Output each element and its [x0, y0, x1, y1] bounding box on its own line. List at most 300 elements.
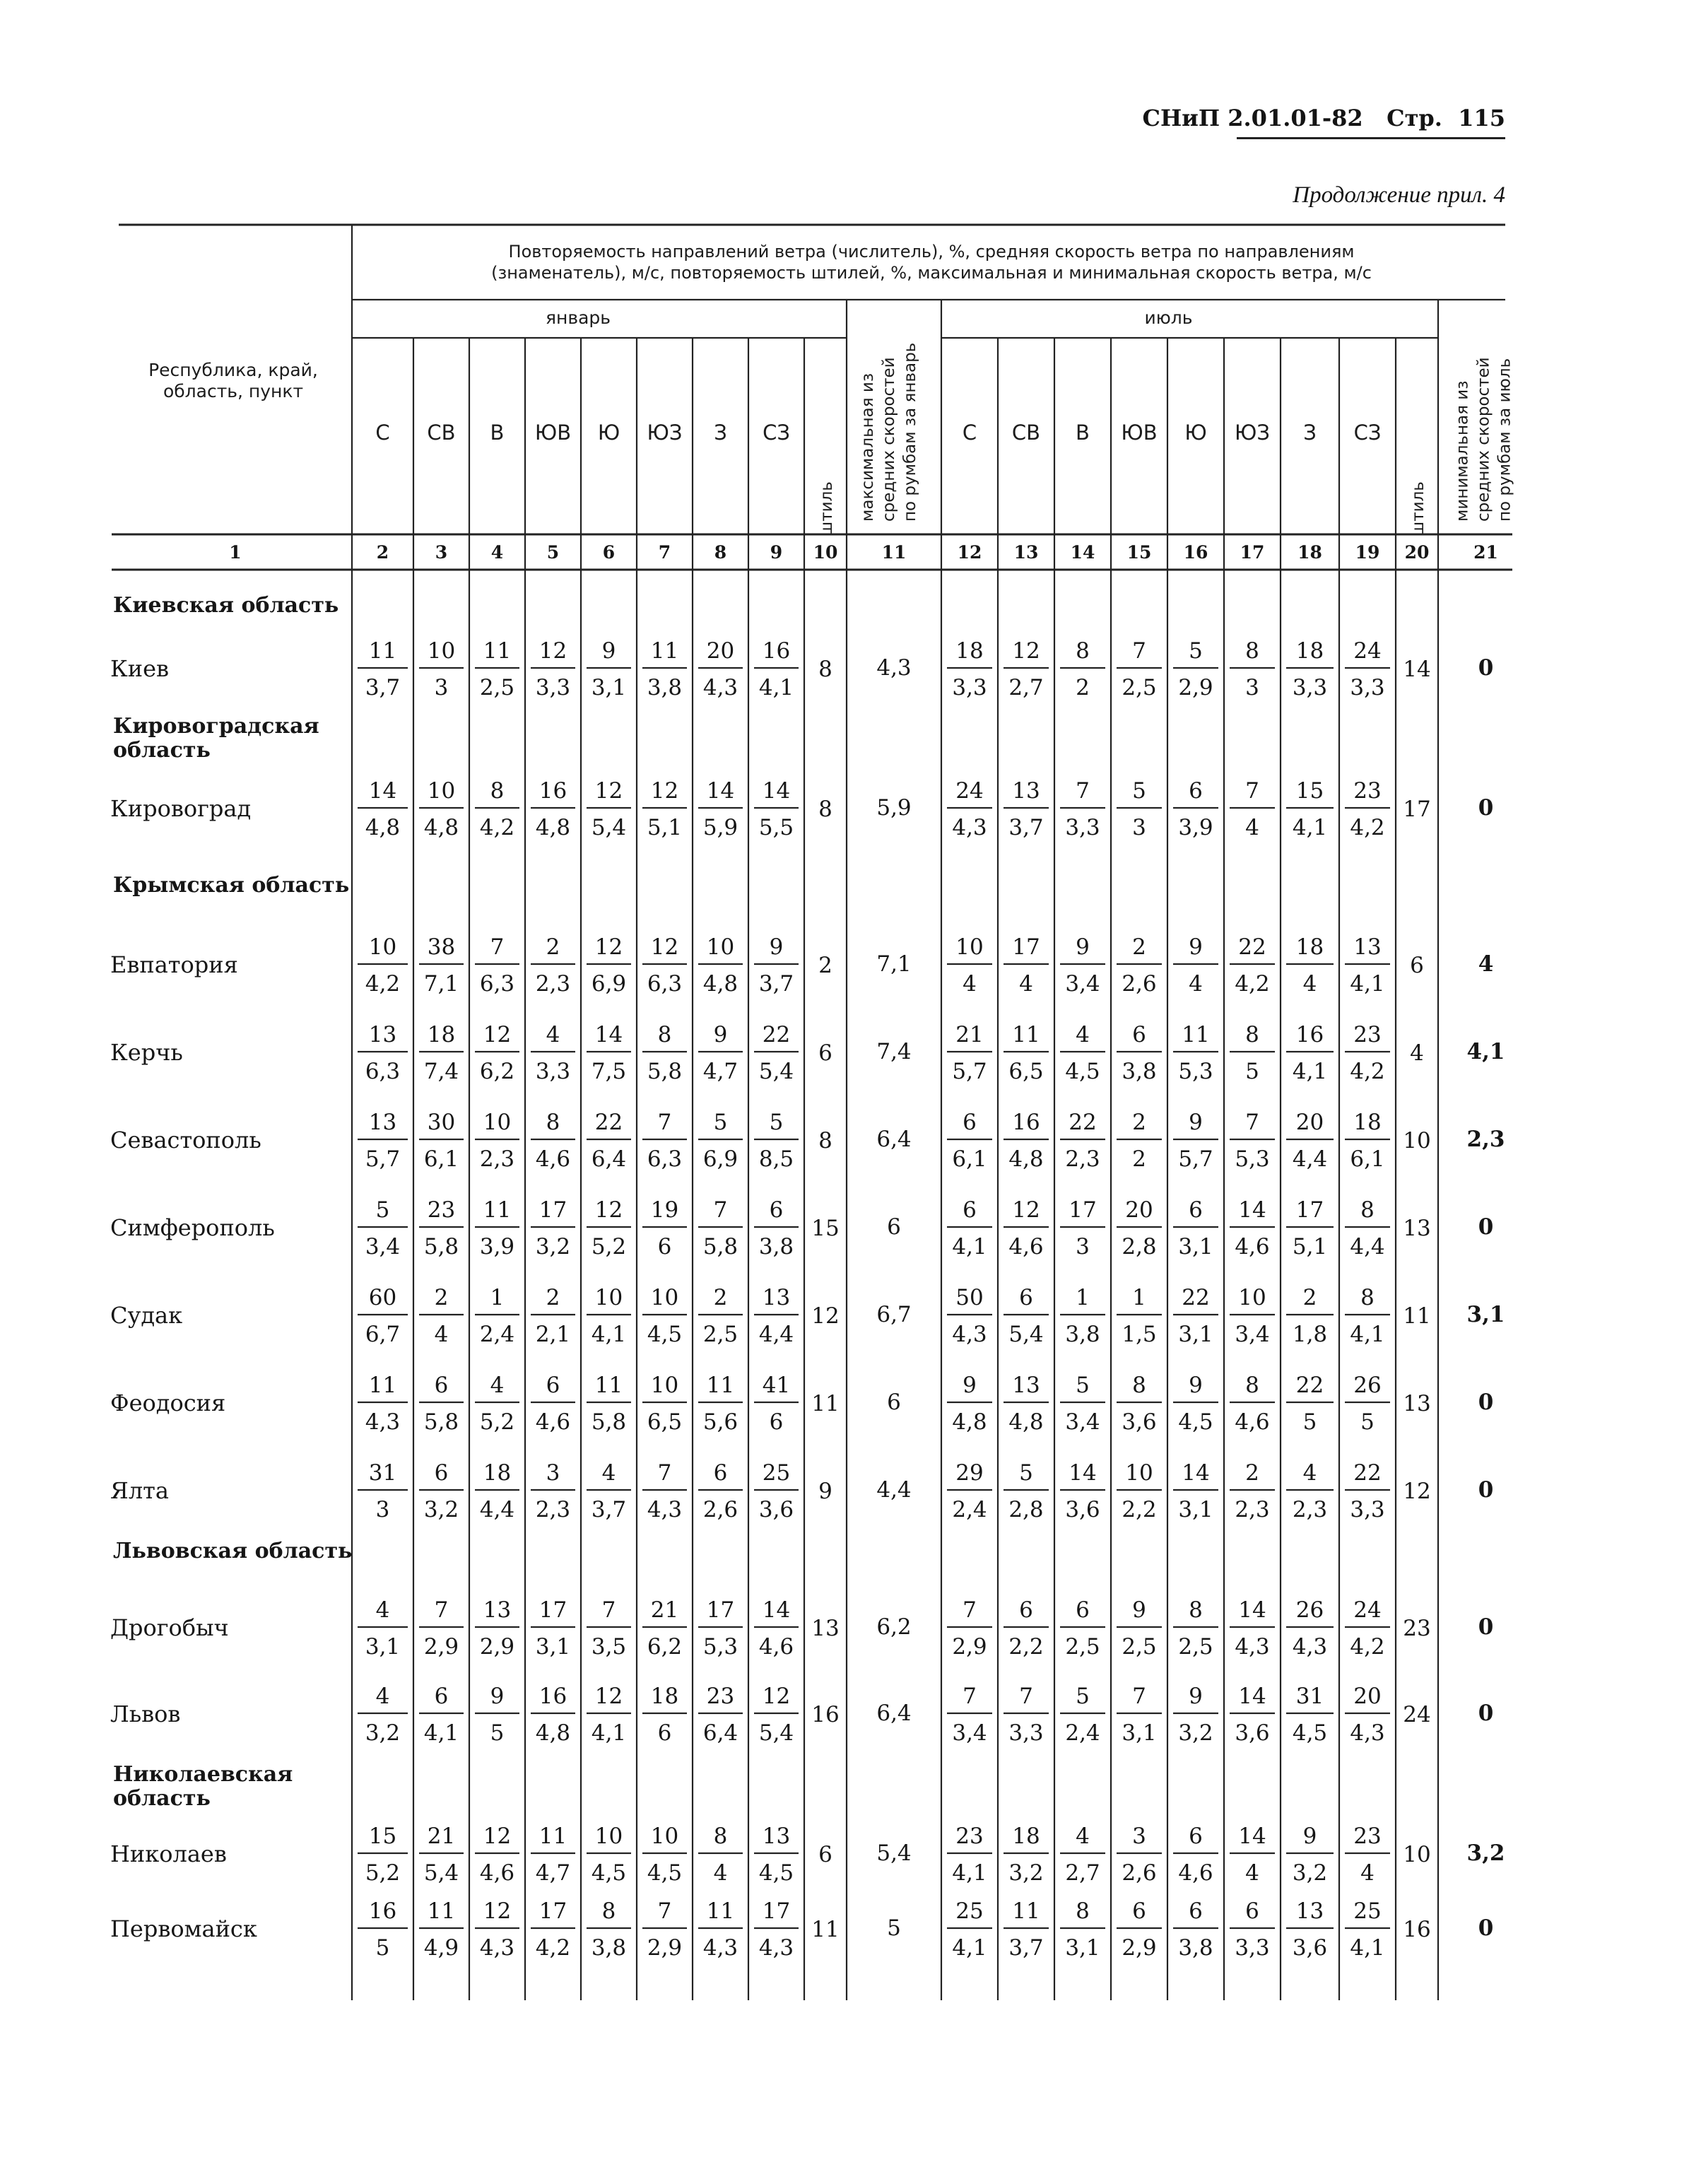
continuation-note: Продолжение прил. 4: [1293, 182, 1505, 208]
jan-frequency: 17: [539, 1597, 567, 1623]
jan-calm-value: 16: [811, 1702, 840, 1727]
jan-frequency: 14: [594, 1022, 623, 1047]
jan-speed: 2,9: [423, 1634, 459, 1660]
jul-wind-cell: [1286, 1684, 1334, 1746]
jan-speed: 3,5: [591, 1634, 627, 1660]
jan-direction-label: В: [490, 421, 505, 445]
jul-frequency: 18: [1012, 1824, 1040, 1849]
jan-speed: 5,4: [423, 1860, 459, 1886]
jul-frequency: 6: [1189, 1824, 1203, 1849]
jul-wind-cell: [947, 1373, 992, 1435]
jul-speed: 4,1: [1350, 1935, 1385, 1961]
jan-frequency: 7: [713, 1197, 728, 1223]
jul-frequency: 9: [963, 1373, 977, 1398]
jul-frequency: 14: [1238, 1684, 1266, 1709]
jul-speed: 4: [1245, 1860, 1259, 1886]
jan-frequency: 4: [490, 1373, 505, 1398]
jan-frequency: 12: [594, 1197, 623, 1223]
jul-speed: 2,9: [952, 1634, 987, 1660]
jan-calm-value: 12: [811, 1303, 840, 1329]
jan-wind-cell: [642, 1285, 687, 1347]
jul-wind-cell: [1286, 1197, 1334, 1260]
jul-speed: 4,1: [1292, 815, 1328, 840]
jan-wind-cell: [419, 1197, 464, 1260]
jul-wind-cell: [1286, 1285, 1334, 1347]
jan-speed: 3: [434, 675, 449, 700]
jan-speed: 5,2: [365, 1860, 401, 1886]
jul-frequency: 7: [1076, 778, 1090, 804]
jul-min-value: 3,1: [1466, 1302, 1505, 1327]
jan-speed: 5,1: [647, 815, 683, 840]
column-number: 2: [376, 542, 389, 563]
jul-speed: 5,7: [952, 1059, 987, 1084]
jul-frequency: 26: [1295, 1597, 1324, 1623]
city-name: Киев: [110, 655, 170, 682]
jul-frequency: 22: [1182, 1285, 1210, 1310]
jul-wind-cell: [1004, 1824, 1049, 1886]
city-name: Керчь: [110, 1039, 183, 1066]
jul-frequency: 11: [1012, 1022, 1040, 1047]
jan-wind-cell: [419, 934, 464, 997]
jan-wind-cell: [419, 1373, 464, 1435]
jan-wind-cell: [531, 934, 575, 997]
jan-speed: 6,1: [423, 1146, 459, 1172]
jul-frequency: 6: [1132, 1898, 1146, 1924]
jul-wind-cell: [1060, 1824, 1105, 1886]
jul-min-value: 0: [1478, 1214, 1494, 1240]
jan-frequency: 12: [483, 1022, 512, 1047]
jan-speed: 2,4: [479, 1322, 515, 1347]
jan-wind-cell: [587, 1022, 631, 1084]
jan-speed: 5: [375, 1935, 390, 1961]
jul-wind-cell: [1286, 1373, 1334, 1435]
jul-calm-value: 17: [1403, 797, 1431, 822]
jan-speed: 6,9: [591, 971, 627, 997]
jan-frequency: 18: [483, 1460, 512, 1486]
jan-speed: 4,8: [702, 971, 738, 997]
jan-wind-cell: [531, 1824, 575, 1886]
jan-speed: 5,9: [702, 815, 738, 840]
jan-frequency: 16: [539, 1684, 567, 1709]
jul-min-value: 0: [1478, 1390, 1494, 1415]
jul-wind-cell: [947, 1110, 992, 1172]
jan-wind-cell: [531, 1373, 575, 1435]
jan-frequency: 21: [427, 1824, 456, 1849]
jul-speed: 4: [1360, 1860, 1375, 1886]
jan-wind-cell: [475, 934, 519, 997]
jul-frequency: 22: [1353, 1460, 1382, 1486]
jul-speed: 3,4: [952, 1720, 987, 1746]
jan-wind-cell: [642, 1597, 687, 1660]
jul-direction-label: ЮЗ: [1235, 421, 1270, 445]
jan-speed: 4,1: [591, 1720, 627, 1746]
city-name: Кировоград: [110, 795, 252, 822]
jul-frequency: 5: [1076, 1684, 1090, 1709]
jul-speed: 4,2: [1235, 971, 1270, 997]
jan-frequency: 8: [490, 778, 505, 804]
jan-frequency: 9: [769, 934, 784, 960]
jan-speed: 4,6: [758, 1634, 794, 1660]
jan-frequency: 8: [713, 1824, 728, 1849]
jul-speed: 3: [1245, 675, 1259, 700]
jan-wind-cell: [587, 778, 631, 840]
jul-speed: 2,5: [1122, 1634, 1157, 1660]
jul-frequency: 8: [1245, 1373, 1259, 1398]
jul-speed: 4,4: [1350, 1234, 1385, 1260]
jan-frequency: 7: [657, 1460, 672, 1486]
jul-frequency: 2: [1132, 1110, 1146, 1135]
jan-frequency: 10: [368, 934, 397, 960]
jul-frequency: 6: [1132, 1022, 1146, 1047]
jan-frequency: 6: [769, 1197, 784, 1223]
jul-frequency: 20: [1353, 1684, 1382, 1709]
jan-max-value: 7,1: [876, 951, 912, 977]
jan-frequency: 4: [601, 1460, 616, 1486]
jul-wind-cell: [1117, 934, 1162, 997]
jul-frequency: 1: [1132, 1285, 1146, 1310]
jan-speed: 4,5: [758, 1860, 794, 1886]
jan-speed: 6: [657, 1720, 672, 1746]
jul-frequency: 7: [963, 1597, 977, 1623]
jan-frequency: 8: [546, 1110, 560, 1135]
jul-speed: 4,5: [1292, 1720, 1328, 1746]
jan-wind-cell: [698, 1597, 743, 1660]
jan-speed: 4,3: [702, 675, 738, 700]
jul-frequency: 17: [1295, 1197, 1324, 1223]
jul-wind-cell: [1345, 1824, 1390, 1886]
jan-wind-cell: [358, 1824, 408, 1886]
jul-wind-cell: [1286, 778, 1334, 840]
jul-frequency: 5: [1076, 1373, 1090, 1398]
jul-speed: 3,4: [1065, 971, 1100, 997]
jan-max-label: средних скоростей: [880, 357, 898, 522]
jan-frequency: 2: [546, 934, 560, 960]
jul-wind-cell: [947, 1460, 992, 1522]
jan-wind-cell: [475, 1110, 519, 1172]
jan-wind-cell: [531, 778, 575, 840]
jan-frequency: 18: [427, 1022, 456, 1047]
jul-wind-cell: [1345, 638, 1390, 700]
jan-wind-cell: [531, 638, 575, 700]
jan-speed: 3,1: [365, 1634, 401, 1660]
jan-frequency: 6: [713, 1460, 728, 1486]
region-heading: Киевская область: [113, 593, 339, 618]
jan-speed: 5,6: [702, 1409, 738, 1435]
jan-wind-cell: [642, 1022, 687, 1084]
jul-frequency: 7: [1132, 638, 1146, 664]
jul-speed: 2,3: [1292, 1497, 1328, 1522]
jan-calm-label: штиль: [818, 481, 836, 536]
jan-speed: 3,7: [758, 971, 794, 997]
jul-frequency: 17: [1012, 934, 1040, 960]
jan-speed: 2,9: [479, 1634, 515, 1660]
jul-frequency: 7: [1245, 778, 1259, 804]
jan-frequency: 13: [368, 1022, 397, 1047]
jul-frequency: 25: [955, 1898, 984, 1924]
jul-speed: 4,1: [952, 1234, 987, 1260]
jan-wind-cell: [419, 778, 464, 840]
jan-wind-cell: [698, 1898, 743, 1961]
jan-wind-cell: [358, 1022, 408, 1084]
jul-frequency: 6: [1076, 1597, 1090, 1623]
jan-calm-value: 6: [818, 1842, 832, 1867]
jul-speed: 2,4: [952, 1497, 987, 1522]
jan-wind-cell: [531, 1110, 575, 1172]
jan-speed: 4,2: [365, 971, 401, 997]
jul-speed: 3,3: [1065, 815, 1100, 840]
jul-speed: 2,8: [1122, 1234, 1157, 1260]
jan-max-value: 5: [887, 1915, 901, 1941]
jul-wind-cell: [1230, 778, 1275, 840]
jul-speed: 2,8: [1008, 1497, 1044, 1522]
jan-max-value: 6,4: [876, 1701, 912, 1726]
column-number: 3: [435, 542, 448, 563]
jan-speed: 4,5: [591, 1860, 627, 1886]
jan-calm-value: 8: [818, 1128, 832, 1153]
jul-speed: 4,1: [1350, 1322, 1385, 1347]
jul-speed: 3: [1132, 815, 1146, 840]
jul-frequency: 13: [1295, 1898, 1324, 1924]
column-number: 15: [1126, 542, 1152, 563]
jul-min-value: 0: [1478, 1701, 1494, 1726]
jul-wind-cell: [1060, 778, 1105, 840]
jan-speed: 7,4: [423, 1059, 459, 1084]
jul-frequency: 50: [955, 1285, 984, 1310]
jan-frequency: 5: [375, 1197, 390, 1223]
jan-wind-cell: [475, 1460, 519, 1522]
jan-frequency: 10: [650, 1373, 679, 1398]
jan-wind-cell: [358, 1898, 408, 1961]
jul-wind-cell: [1173, 1898, 1218, 1961]
jul-calm-value: 12: [1403, 1479, 1431, 1504]
jan-frequency: 1: [490, 1285, 505, 1310]
jan-wind-cell: [419, 1022, 464, 1084]
jan-wind-cell: [587, 1898, 631, 1961]
jul-frequency: 14: [1238, 1824, 1266, 1849]
jul-speed: 3,3: [1008, 1720, 1044, 1746]
jul-wind-cell: [1173, 1373, 1218, 1435]
jan-calm-value: 6: [818, 1040, 832, 1066]
jul-wind-cell: [1117, 1373, 1162, 1435]
jan-frequency: 13: [483, 1597, 512, 1623]
jul-speed: 3,6: [1065, 1497, 1100, 1522]
jul-speed: 3,1: [1178, 1322, 1213, 1347]
jul-frequency: 13: [1012, 778, 1040, 804]
jul-frequency: 24: [1353, 638, 1382, 664]
jan-speed: 4,1: [591, 1322, 627, 1347]
jan-frequency: 8: [601, 1898, 616, 1924]
jul-wind-cell: [1230, 1285, 1275, 1347]
jan-speed: 4,2: [479, 815, 515, 840]
jul-calm-value: 14: [1403, 657, 1431, 682]
jan-speed: 3,6: [758, 1497, 794, 1522]
jan-wind-cell: [419, 638, 464, 700]
jan-direction-label: ЮВ: [534, 421, 572, 445]
column-number: 1: [229, 542, 242, 563]
jan-speed: 5,8: [702, 1234, 738, 1260]
jul-speed: 2,3: [1235, 1497, 1270, 1522]
jul-calm-value: 16: [1403, 1917, 1431, 1942]
jan-wind-cell: [754, 1684, 799, 1746]
jan-wind-cell: [358, 638, 408, 700]
jan-frequency: 4: [375, 1684, 390, 1709]
jan-wind-cell: [587, 1684, 631, 1746]
jan-speed: 5,2: [479, 1409, 515, 1435]
jul-wind-cell: [1286, 1597, 1334, 1660]
jul-speed: 3,1: [1065, 1935, 1100, 1961]
jul-speed: 2,6: [1122, 971, 1157, 997]
jul-direction-label: Ю: [1184, 421, 1207, 445]
jan-frequency: 2: [546, 1285, 560, 1310]
jan-speed: 3,1: [591, 675, 627, 700]
jul-min-label: минимальная из: [1453, 380, 1472, 522]
jan-speed: 3,3: [535, 675, 571, 700]
jan-speed: 4,1: [758, 675, 794, 700]
jul-frequency: 16: [1012, 1110, 1040, 1135]
jan-frequency: 16: [368, 1898, 397, 1924]
jan-frequency: 10: [594, 1285, 623, 1310]
jan-frequency: 17: [706, 1597, 735, 1623]
jan-speed: 4,8: [423, 815, 459, 840]
jul-min-value: 2,3: [1466, 1127, 1505, 1152]
jul-frequency: 22: [1295, 1373, 1324, 1398]
jul-speed: 3,8: [1178, 1935, 1213, 1961]
jul-speed: 2,5: [1122, 675, 1157, 700]
jul-speed: 4: [1245, 815, 1259, 840]
jul-frequency: 18: [1295, 638, 1324, 664]
jan-speed: 5,8: [591, 1409, 627, 1435]
jul-wind-cell: [1230, 934, 1275, 997]
jul-speed: 3: [1076, 1234, 1090, 1260]
jul-speed: 4,6: [1178, 1860, 1213, 1886]
jan-speed: 4,3: [365, 1409, 401, 1435]
jul-calm-value: 23: [1403, 1616, 1431, 1641]
jan-max-label: по румбам за январь: [901, 342, 919, 522]
jul-speed: 2: [1076, 675, 1090, 700]
jan-wind-cell: [475, 1824, 519, 1886]
jul-frequency: 8: [1076, 638, 1090, 664]
jul-speed: 4,3: [952, 1322, 987, 1347]
doc-code: СНиП 2.01.01-82: [1142, 105, 1363, 131]
jan-frequency: 30: [427, 1110, 456, 1135]
jul-speed: 4,3: [952, 815, 987, 840]
jan-speed: 3,2: [365, 1720, 401, 1746]
jan-speed: 6,2: [647, 1634, 683, 1660]
column-number: 12: [957, 542, 982, 563]
jul-frequency: 6: [1019, 1597, 1033, 1623]
jul-frequency: 9: [1132, 1597, 1146, 1623]
jan-wind-cell: [698, 1824, 743, 1886]
jul-calm-value: 6: [1410, 953, 1424, 978]
page-number: 115: [1458, 105, 1505, 131]
city-name: Николаев: [110, 1840, 227, 1867]
jul-calm-value: 13: [1403, 1216, 1431, 1241]
jul-frequency: 23: [1353, 1824, 1382, 1849]
city-name: Судак: [110, 1302, 183, 1329]
jul-speed: 5,1: [1292, 1234, 1328, 1260]
jul-speed: 3,3: [1350, 675, 1385, 700]
jan-frequency: 12: [594, 934, 623, 960]
july-label: июль: [1144, 307, 1193, 328]
column-number: 17: [1240, 542, 1265, 563]
jan-speed: 6,3: [647, 971, 683, 997]
jan-speed: 4,7: [702, 1059, 738, 1084]
jan-speed: 4,1: [423, 1720, 459, 1746]
jul-min-value: 0: [1478, 1915, 1494, 1941]
jul-wind-cell: [1230, 1898, 1275, 1961]
jan-speed: 3,3: [535, 1059, 571, 1084]
jan-speed: 4,3: [702, 1935, 738, 1961]
jul-frequency: 6: [1245, 1898, 1259, 1924]
jan-frequency: 8: [657, 1022, 672, 1047]
jul-frequency: 6: [963, 1110, 977, 1135]
jan-speed: 3,4: [365, 1234, 401, 1260]
jul-frequency: 9: [1189, 1110, 1203, 1135]
jan-wind-cell: [419, 1898, 464, 1961]
jul-direction-label: СВ: [1011, 421, 1041, 445]
jan-frequency: 6: [546, 1373, 560, 1398]
jul-speed: 3,6: [1235, 1720, 1270, 1746]
jul-frequency: 23: [1353, 1022, 1382, 1047]
january-label: январь: [545, 307, 611, 328]
jan-direction-label: З: [714, 421, 727, 445]
jan-speed: 4,5: [647, 1860, 683, 1886]
jan-frequency: 10: [483, 1110, 512, 1135]
jul-speed: 6,1: [1350, 1146, 1385, 1172]
jul-speed: 4,1: [1292, 1059, 1328, 1084]
jul-wind-cell: [1060, 1110, 1105, 1172]
jan-frequency: 7: [490, 934, 505, 960]
jan-wind-cell: [698, 1197, 743, 1260]
column-number: 19: [1355, 542, 1380, 563]
jul-frequency: 4: [1076, 1824, 1090, 1849]
jul-frequency: 11: [1182, 1022, 1210, 1047]
jan-wind-cell: [531, 1285, 575, 1347]
jan-speed: 4: [434, 1322, 449, 1347]
jul-wind-cell: [947, 1022, 992, 1084]
jan-calm-value: 13: [811, 1616, 840, 1641]
jan-speed: 4,2: [535, 1935, 571, 1961]
jul-wind-cell: [1345, 1022, 1390, 1084]
jul-frequency: 9: [1189, 934, 1203, 960]
jul-wind-cell: [1173, 934, 1218, 997]
jul-wind-cell: [1173, 1460, 1218, 1522]
jul-frequency: 15: [1295, 778, 1324, 804]
jan-speed: 4,3: [479, 1935, 515, 1961]
jul-frequency: 18: [955, 638, 984, 664]
jan-wind-cell: [358, 1684, 408, 1746]
jan-speed: 2,5: [702, 1322, 738, 1347]
jan-max-value: 6,4: [876, 1127, 912, 1152]
jul-speed: 4,8: [1008, 1146, 1044, 1172]
jan-calm-value: 11: [811, 1391, 840, 1416]
jul-frequency: 20: [1125, 1197, 1153, 1223]
jul-min-value: 0: [1478, 1477, 1494, 1503]
jan-direction-label: С: [375, 421, 390, 445]
jul-frequency: 7: [1132, 1684, 1146, 1709]
jul-speed: 4,5: [1178, 1409, 1213, 1435]
jan-wind-cell: [754, 1110, 799, 1172]
jan-speed: 4,3: [647, 1497, 683, 1522]
jan-speed: 2,9: [647, 1935, 683, 1961]
jan-wind-cell: [698, 638, 743, 700]
jan-wind-cell: [698, 1110, 743, 1172]
jul-wind-cell: [1117, 1022, 1162, 1084]
jan-speed: 6,3: [479, 971, 515, 997]
jul-calm-value: 10: [1403, 1842, 1431, 1867]
column-number: 8: [714, 542, 727, 563]
jan-speed: 5,8: [423, 1234, 459, 1260]
